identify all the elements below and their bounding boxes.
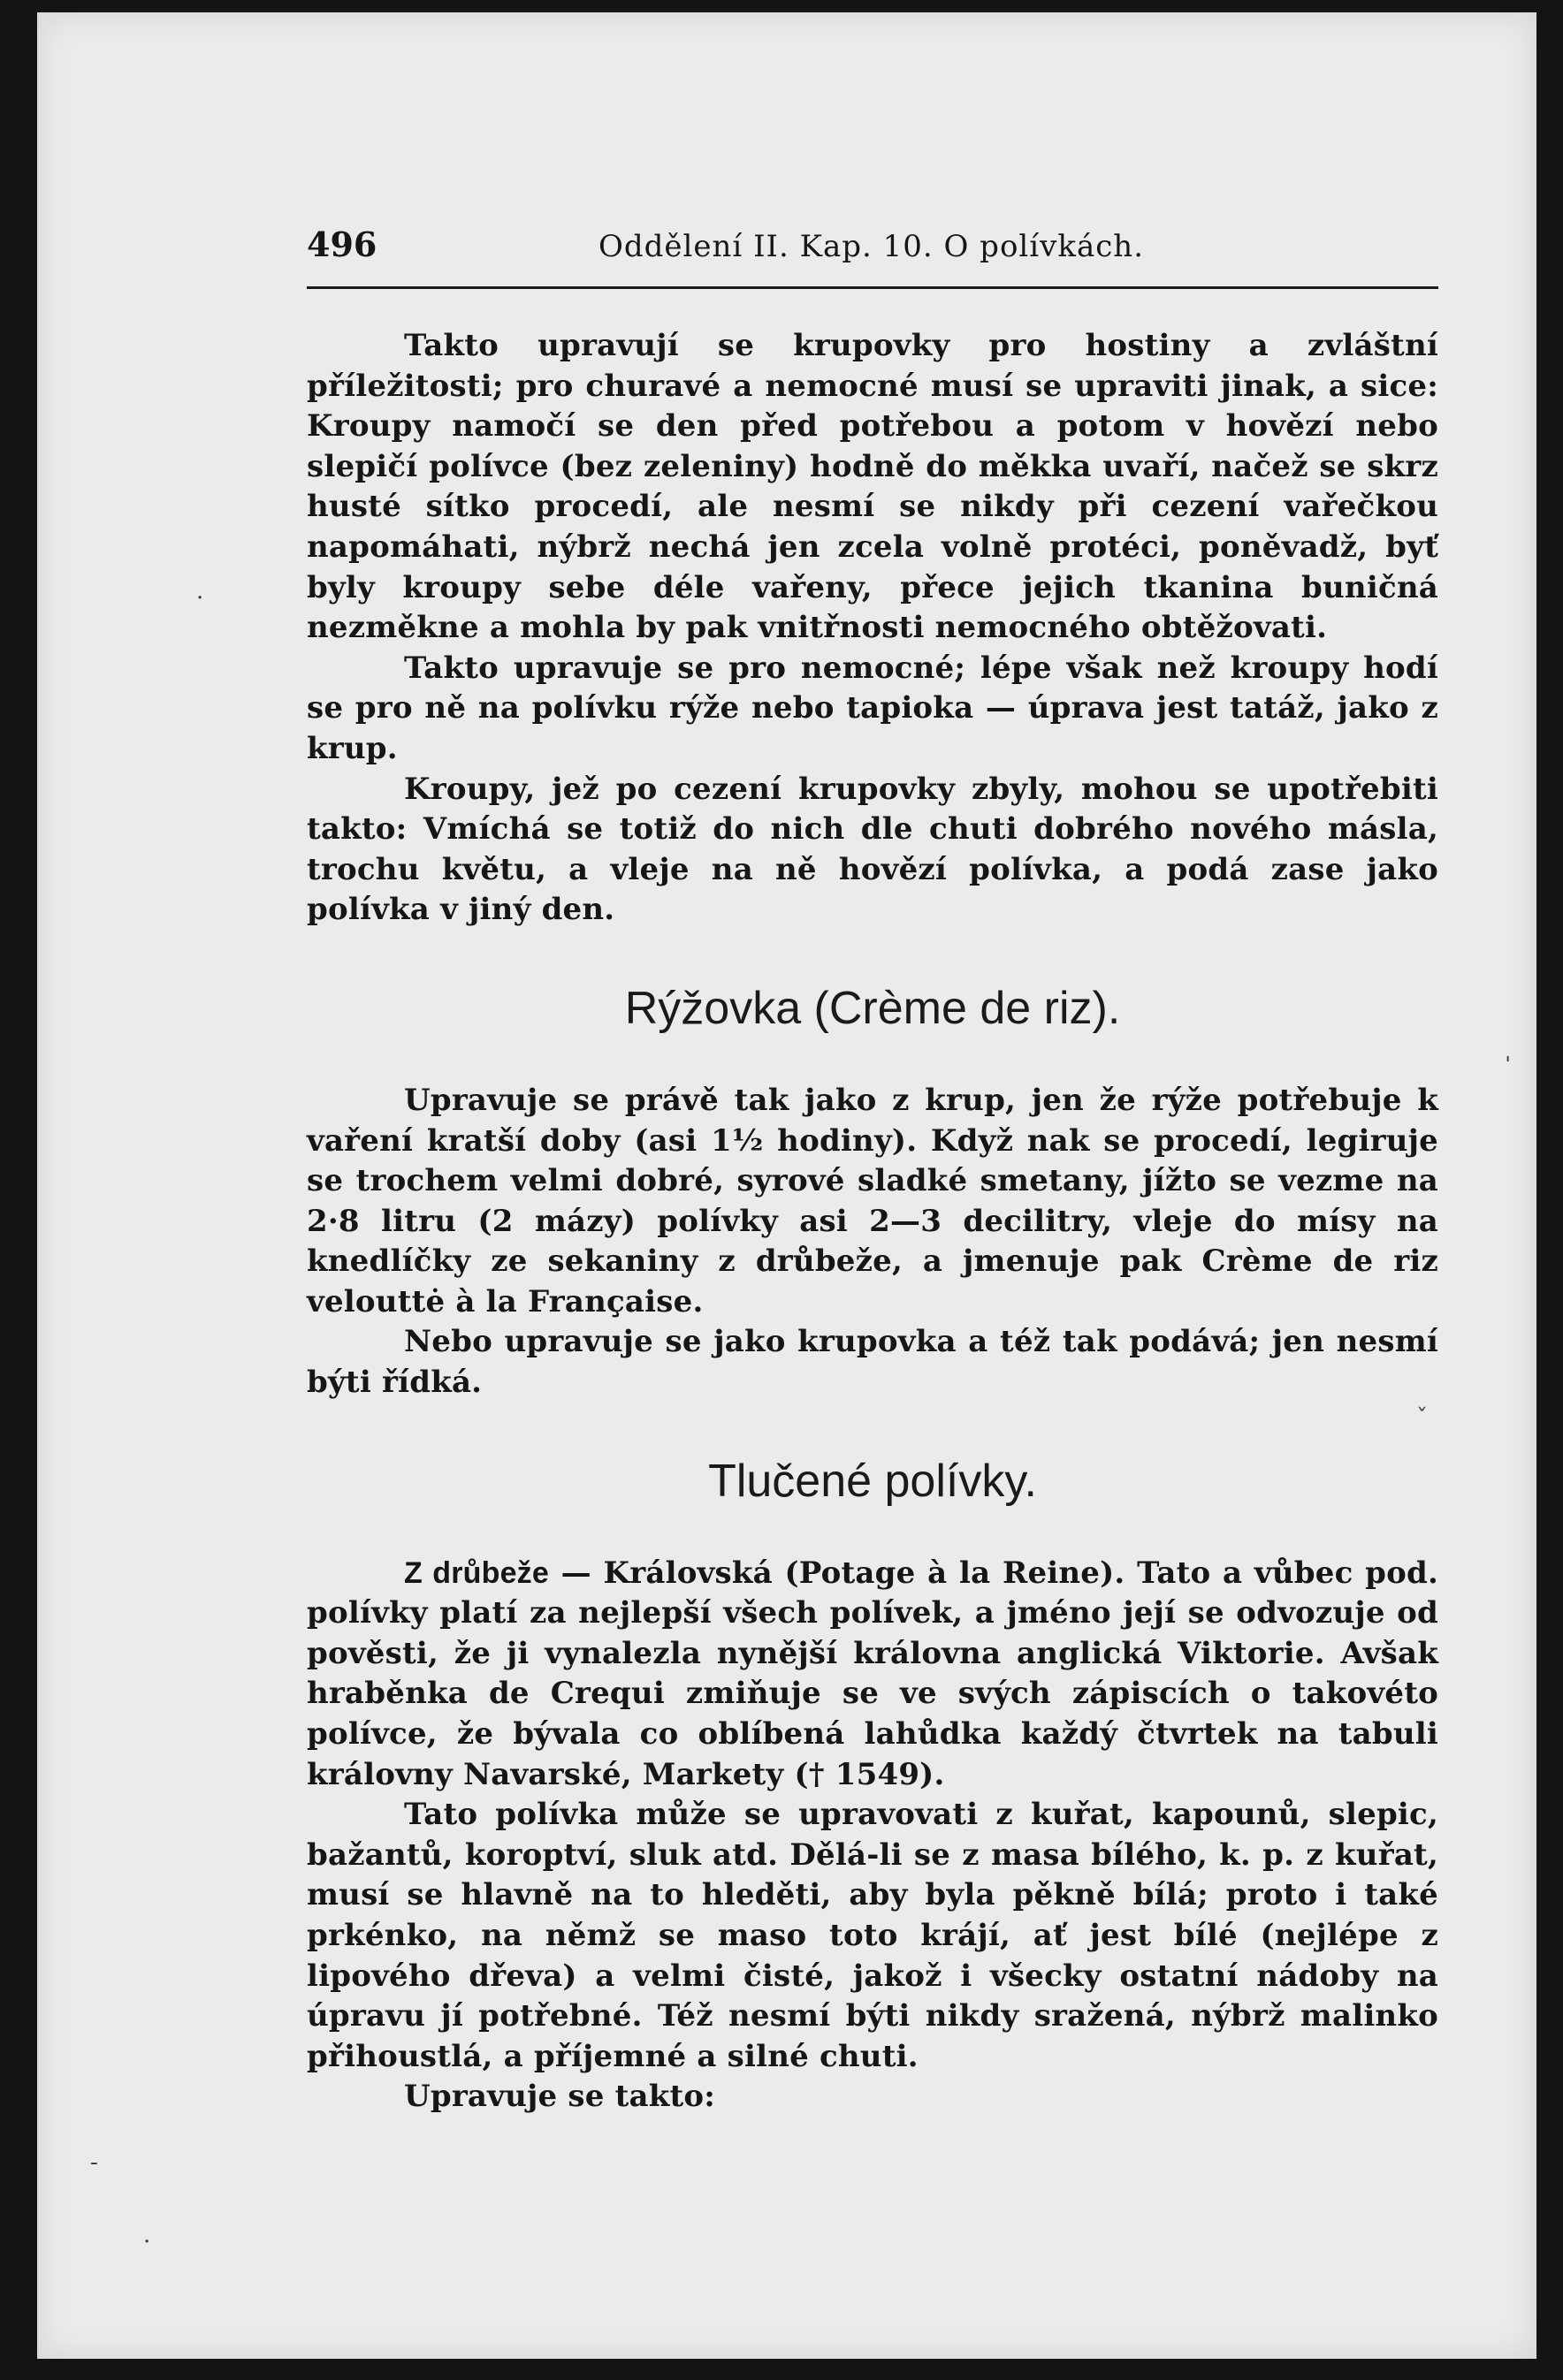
scan-speck: - xyxy=(90,2149,98,2176)
section-heading-tlucene-polivky: Tlučené polívky. xyxy=(708,1455,1037,1507)
page-number: 496 xyxy=(307,224,377,264)
run-in-heading: Z drůbeže xyxy=(404,1555,549,1590)
scan-speck: · xyxy=(143,2229,151,2255)
paragraph: Takto upravuje se pro nemocné; lépe však než kroupy hodí se pro ně na polívku rýže nebo tapioka — úprava jest tatáž, jako z krup. xyxy=(307,650,1438,766)
paragraph: Upravuje se takto: xyxy=(404,2079,716,2115)
paragraph: Kroupy, jež po cezení krupovky zbyly, mohou se upotřebiti takto: Vmíchá se totiž do nich dle chuti dobrého nového másla, trochu květu, a vleje na ně hovězí polívka, a podá zase jako polívka v jiný den. xyxy=(307,771,1438,928)
paragraph: Takto upravují se krupovky pro hostiny a zvláštní příležitosti; pro churavé a nemocné musí se upraviti jinak, a sice: Kroupy namočí se den před potřebou a potom v hovězí nebo slepičí polívce (bez zeleniny) hodně do měkka uvaří, načež se skrz husté sítko procedí, ale nesmí se nikdy při cezení vařečkou napomáhati, nýbrž nechá jen zcela volně protéci, poněvadž, byť byly kroupy sebe déle vařeny, přece jejich tkanina buničná nezměkne a mohla by pak vnitřnosti nemocného obtěžovati. xyxy=(307,328,1438,646)
paragraph: Nebo upravuje se jako krupovka a též tak podává; jen nesmí býti řídká. xyxy=(307,1324,1438,1401)
scan-speck: · xyxy=(196,585,204,612)
paragraph xyxy=(307,1554,1438,1796)
chapter-title: Oddělení II. Kap. 10. O polívkách. xyxy=(599,229,1144,264)
scan-speck: ˈ xyxy=(1505,1053,1512,1080)
page-content xyxy=(307,224,1438,2118)
paragraph: Upravuje se právě tak jako z krup, jen že rýže potřebuje k vaření kratší doby (asi 1½ hodiny). Když nak se procedí, legiruje se trochem velmi dobré, syrové sladké smetany, jížto se vezme na 2·8 litru (2 mázy) polívky asi 2—3 decilitry, vleje do mísy na knedlíčky ze sekaniny z drůbeže, a jmenuje pak Crème de riz velouttė à la Française. xyxy=(307,1082,1438,1319)
paragraph-text: — Královská (Potage à la Reine). Tato a vůbec pod. polívky platí za nejlepší všech polívek, a jméno její se odvozuje od pověsti, že ji vynalezla nynější královna anglická Viktorie. Avšak hraběnka de Crequi zmiňuje se ve svých zápiscích o takovéto polívce, že bývala co oblíbená lahůdka každý čtvrtek na tabuli královny Navarské, Markety († 1549). xyxy=(307,1555,1438,1792)
section-heading-ryzovka: Rýžovka (Crème de riz). xyxy=(624,982,1121,1034)
running-head xyxy=(307,224,1438,289)
paragraph: Tato polívka může se upravovati z kuřat, kapounů, slepic, bažantů, koroptví, sluk atd. Dělá-li se z masa bílého, k. p. z kuřat, musí se hlavně na to hleděti, aby byla pěkně bílá; proto i také prkénko, na němž se maso toto krájí, ať jest bílé (nejlépe z lipového dřeva) a velmi čisté, jakož i všecky ostatní nádoby na úpravu jí potřebné. Též nesmí býti nikdy sražená, nýbrž malinko přihoustlá, a příjemné a silné chuti. xyxy=(307,1797,1438,2074)
body-text xyxy=(307,326,1438,2118)
scanned-page xyxy=(37,12,1536,2359)
scan-speck: ˯ xyxy=(1416,1385,1428,1411)
